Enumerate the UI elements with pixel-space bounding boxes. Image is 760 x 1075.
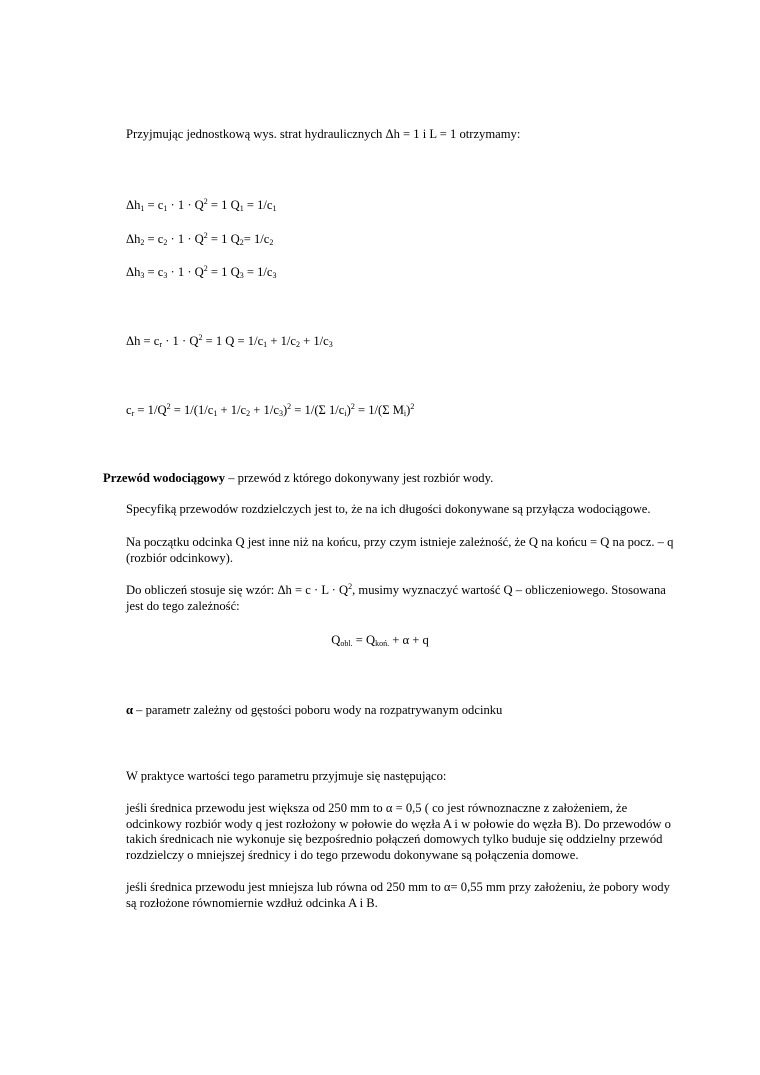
alpha-definition: α – parametr zależny od gęstości poboru wody na rozpatrywanym odcinku bbox=[126, 703, 503, 717]
definition-term: Przewód wodociągowy bbox=[103, 471, 226, 485]
intro-line: Przyjmując jednostkową wys. strat hydraulicznych Δh = 1 i L = 1 otrzymamy: bbox=[126, 127, 521, 141]
equation-dh2: $\Delta h_2 = c_2 \cdot 1 \cdot Q^2 = 1$ $Q_2= 1/c_2$ bbox=[126, 231, 274, 247]
definition-line: Przewód wodociągowy – przewód z którego dokonywany jest rozbiór wody. bbox=[103, 471, 494, 485]
paragraph-specyfika: Specyfiką przewodów rozdzielczych jest to, że na ich długości dokonywane są przyłącza wodociągowe. bbox=[126, 502, 651, 516]
equation-dh-total: $\Delta h = c_r \cdot 1 \cdot Q^2 = 1$ $Q = 1/c_1 + 1/c_2 + 1/c_3$ bbox=[126, 333, 333, 349]
equation-cr: $c_r = 1/Q^2 = 1/(1/c_1 + 1/c_2 + 1/c_3)^2 = 1/(\Sigma$ $1/c_i)^2 = 1/(\Sigma$ $M_i)^2$ bbox=[126, 402, 415, 418]
equation-dh3: $\Delta h_3 = c_3 \cdot 1 \cdot Q^2 = 1$ $Q_3 = 1/c_3$ bbox=[126, 264, 277, 280]
paragraph-wzor: Do obliczeń stosuje się wzór: $\Delta h = c \cdot L \cdot Q^2$, musimy wyznaczyć wartość Q – obliczeniowego. Stosowana jest do tego zależność: bbox=[126, 582, 666, 613]
formula-q-obl: $Q_{obl.} = Q_{koń.} + \alpha + q$ bbox=[331, 633, 429, 648]
paragraph-case-large-diameter: jeśli średnica przewodu jest większa od 250 mm to α = 0,5 ( co jest równoznaczne z założeniem, że odcinkowy rozbiór wody q jest rozłożony w połowie do węzła A i w połowie do węzła B). Do przewodów o takich średnicach nie wykonuje się bezpośrednio połączeń domowych tylko buduje się oddzielny przewód rozdzielczy o mniejszej średnicy i do tego przewodu dokonywane są połączenia domowe. bbox=[126, 801, 671, 862]
alpha-term: α bbox=[126, 703, 134, 717]
paragraph-poczatek: Na początku odcinka Q jest inne niż na końcu, przy czym istnieje zależność, że Q na końcu = Q na pocz. – q (rozbiór odcinkowy). bbox=[126, 535, 674, 565]
paragraph-case-small-diameter: jeśli średnica przewodu jest mniejsza lub równa od 250 mm to α= 0,55 mm przy założeniu, że pobory wody są rozłożone równomiernie wzdłuż odcinka A i B. bbox=[126, 880, 670, 910]
paragraph-praktyka: W praktyce wartości tego parametru przyjmuje się następująco: bbox=[126, 769, 447, 783]
equation-dh1: $\Delta h_1 = c_1 \cdot 1 \cdot Q^2 = 1$ $Q_1 = 1/c_1$ bbox=[126, 197, 277, 213]
